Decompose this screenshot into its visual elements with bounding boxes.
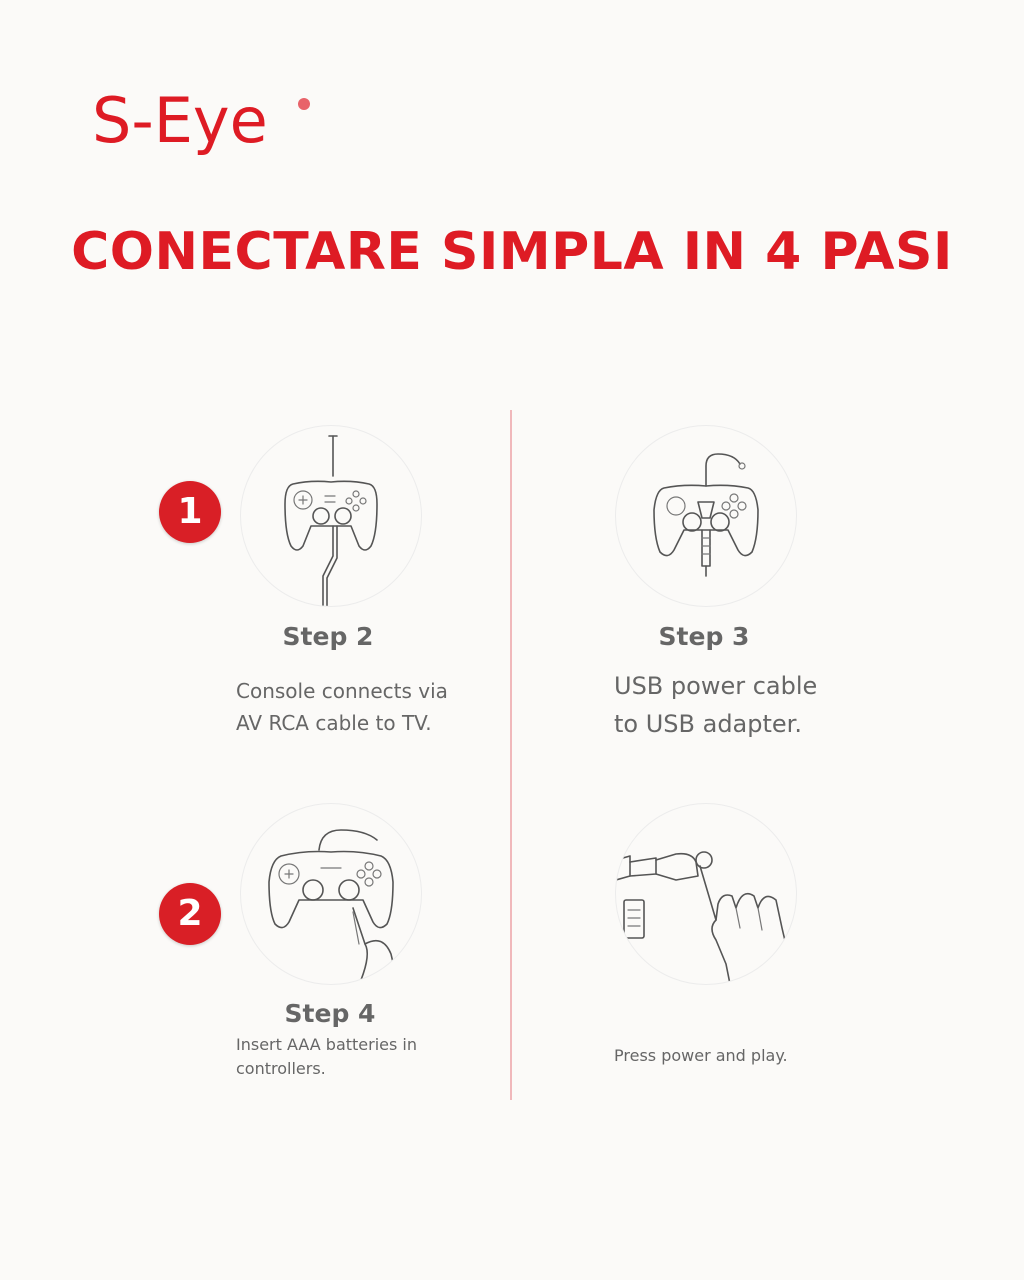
step-2-line-2: AV RCA cable to TV. xyxy=(236,711,432,735)
brand-logo: S-Eye xyxy=(92,84,268,157)
page-title: CONECTARE SIMPLA IN 4 PASI xyxy=(71,222,953,282)
step-2-description xyxy=(236,675,496,739)
controller-hand-icon xyxy=(240,803,422,985)
step-3-description xyxy=(614,667,914,743)
controller-usb-icon xyxy=(615,425,797,607)
step-2-title: Step 2 xyxy=(282,622,374,651)
step-3-line-2: to USB adapter. xyxy=(614,710,802,738)
step-3-title: Step 3 xyxy=(658,622,750,651)
logo-dot-icon xyxy=(298,98,310,110)
step-4-description xyxy=(236,1033,496,1081)
step-5-line-1: Press power and play. xyxy=(614,1046,788,1065)
step-badge-1: 1 xyxy=(159,481,221,543)
step-4-title: Step 4 xyxy=(284,999,376,1028)
step-2-line-1: Console connects via xyxy=(236,679,448,703)
step-4-line-2: controllers. xyxy=(236,1059,326,1078)
controller-cable-icon xyxy=(240,425,422,607)
step-4-line-1: Insert AAA batteries in xyxy=(236,1035,418,1054)
step-3-line-1: USB power cable xyxy=(614,672,818,700)
hand-power-icon xyxy=(615,803,797,985)
center-divider xyxy=(510,410,512,1100)
step-5-description xyxy=(614,1044,914,1068)
step-badge-2: 2 xyxy=(159,883,221,945)
